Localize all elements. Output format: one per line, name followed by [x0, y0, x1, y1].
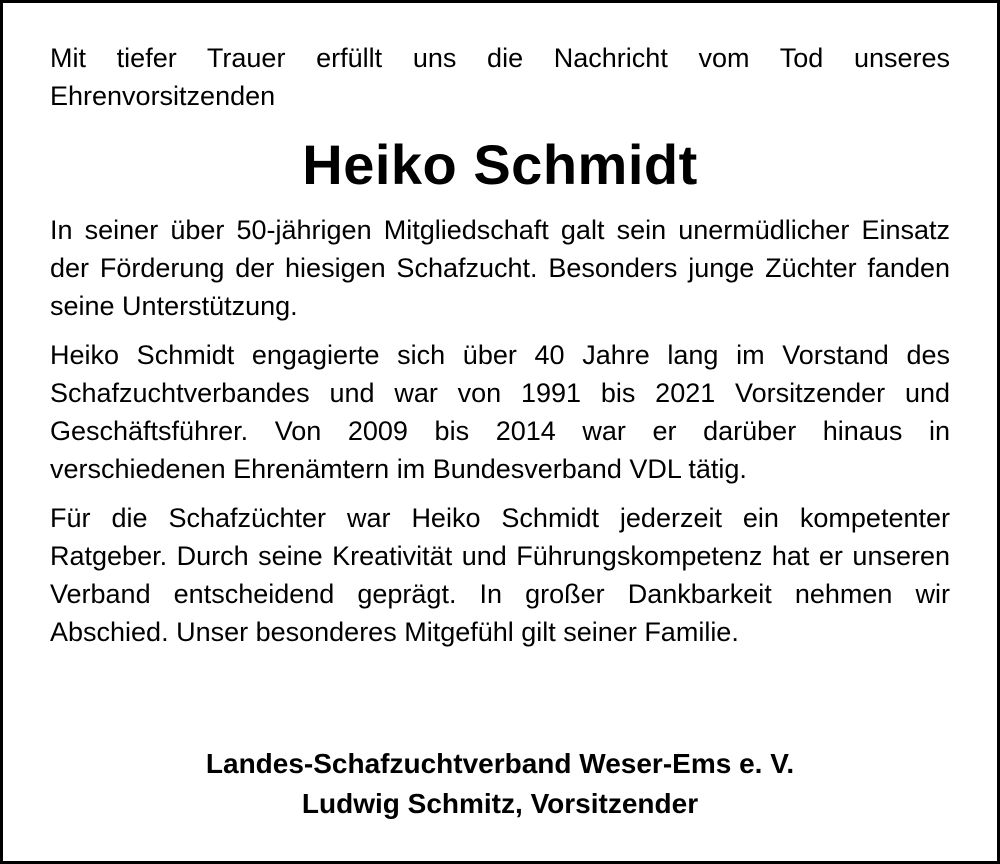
paragraph-tribute: Für die Schafzüchter war Heiko Schmidt jederzeit ein kompetenter Ratgeber. Durch seine Kreativität und Führungskompetenz hat er unseren Verband entscheidend geprägt. In großer Dankbarkeit nehmen wir Abschied. Unser besonderes Mitgefühl gilt seiner Familie. [50, 503, 950, 647]
signature-organization: Landes-Schafzuchtverband Weser-Ems e. V. [205, 748, 795, 779]
paragraph-board-service: Heiko Schmidt engagierte sich über 40 Jahre lang im Vorstand des Schafzuchtverbandes und war von 1991 bis 2021 Vorsitzender und Geschäftsführer. Von 2009 bis 2014 war er darüber hinaus in verschiedenen Ehrenämtern im Bundesverband VDL tätig. [50, 340, 950, 484]
deceased-name: Heiko Schmidt [302, 133, 698, 196]
intro-text: Mit tiefer Trauer erfüllt uns die Nachricht vom Tod unseres Ehrenvorsitzenden [50, 43, 950, 111]
signature-signer: Ludwig Schmitz, Vorsitzender [301, 788, 699, 819]
paragraph-membership: In seiner über 50-jährigen Mitgliedschaft galt sein unermüdlicher Einsatz der Förderung der hiesigen Schafzucht. Besonders junge Züchter fanden seine Unterstützung. [50, 215, 950, 321]
signature-block [3, 744, 997, 824]
